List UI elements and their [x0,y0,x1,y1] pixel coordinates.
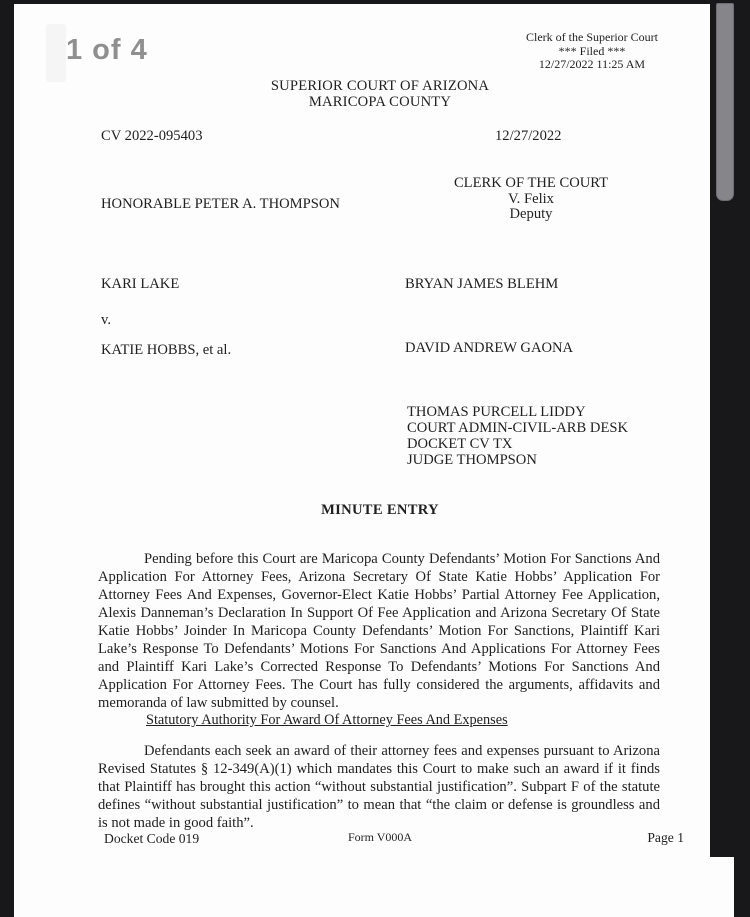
plaintiff-name: KARI LAKE [101,276,180,292]
clerk-block [431,176,631,223]
clerk-name: V. Felix [508,190,554,207]
distribution-line: JUDGE THOMPSON [407,452,537,468]
minute-entry-date: 12/27/2022 [495,128,562,144]
court-title [34,78,726,110]
filing-stamp [492,31,692,72]
defendant-name: KATIE HOBBS, et al. [101,342,232,358]
page-indicator: 1 of 4 [66,34,148,66]
filing-stamp-court: Clerk of the Superior Court [526,30,658,44]
statutory-authority-heading: Statutory Authority For Award Of Attorney Fees And Expenses [146,712,508,728]
docket-code: Docket Code 019 [104,831,200,846]
counsel-name-2: DAVID ANDREW GAONA [405,340,574,356]
versus-label: v. [101,312,111,328]
form-number: Form V000A [347,830,413,844]
counsel-name-1: BRYAN JAMES BLEHM [405,276,559,292]
distribution-line: THOMAS PURCELL LIDDY [407,404,586,420]
minute-entry-heading: MINUTE ENTRY [321,502,439,518]
filing-stamp-filed: *** Filed *** [558,43,626,58]
scrollbar-thumb[interactable] [716,3,734,201]
paragraph-pending-motions: Pending before this Court are Maricopa County Defendants’ Motion For Sanctions And Application For Attorney Fees, Arizona Secretary Of State Katie Hobbs’ Application For Attorney Fees And Expenses, Governor-Elect Katie Hobbs’ Partial Attorney Fee Application, Alexis Danneman’s Declaration In Support Of Fee Application and Arizona Secretary Of State Katie Hobbs’ Joinder In Maricopa County Defendants’ Motion For Sanctions, Plaintiff Kari Lake’s Response To Defendants’ Motions For Sanctions And Applications For Attorney Fees and Plaintiff Kari Lake’s Corrected Response To Defendants’ Motions For Sanctions And Application For Attorney Fees. The Court has fully considered the arguments, affidavits and memoranda of law submitted by counsel. [98,551,660,711]
judge-name: HONORABLE PETER A. THOMPSON [101,196,340,212]
distribution-line: COURT ADMIN-CIVIL-ARB DESK [407,420,629,436]
document-page [14,4,710,917]
clerk-title: CLERK OF THE COURT [453,175,609,191]
case-number: CV 2022-095403 [101,128,203,144]
distribution-line: DOCKET CV TX [407,436,513,452]
paragraph-statutory-authority: Defendants each seek an award of their attorney fees and expenses pursuant to Arizona Revised Statutes § 12-349(A)(1) which mandates this Court to make such an award if it finds that Plaintiff has brought this action “without substantial justification”. Subpart F of the statute defines “without substantial justification” to mean that “the claim or defense is groundless and is not made in good faith”. [98,743,660,831]
distribution-list [407,404,628,468]
page-indicator-backdrop [46,24,66,82]
court-name: SUPERIOR COURT OF ARIZONA [270,78,490,94]
county-name: MARICOPA COUNTY [308,94,452,110]
clerk-role: Deputy [509,206,553,222]
page-bottom-extension [710,857,734,917]
page-number: Page 1 [647,830,684,845]
filing-stamp-datetime: 12/27/2022 11:25 AM [538,57,646,71]
